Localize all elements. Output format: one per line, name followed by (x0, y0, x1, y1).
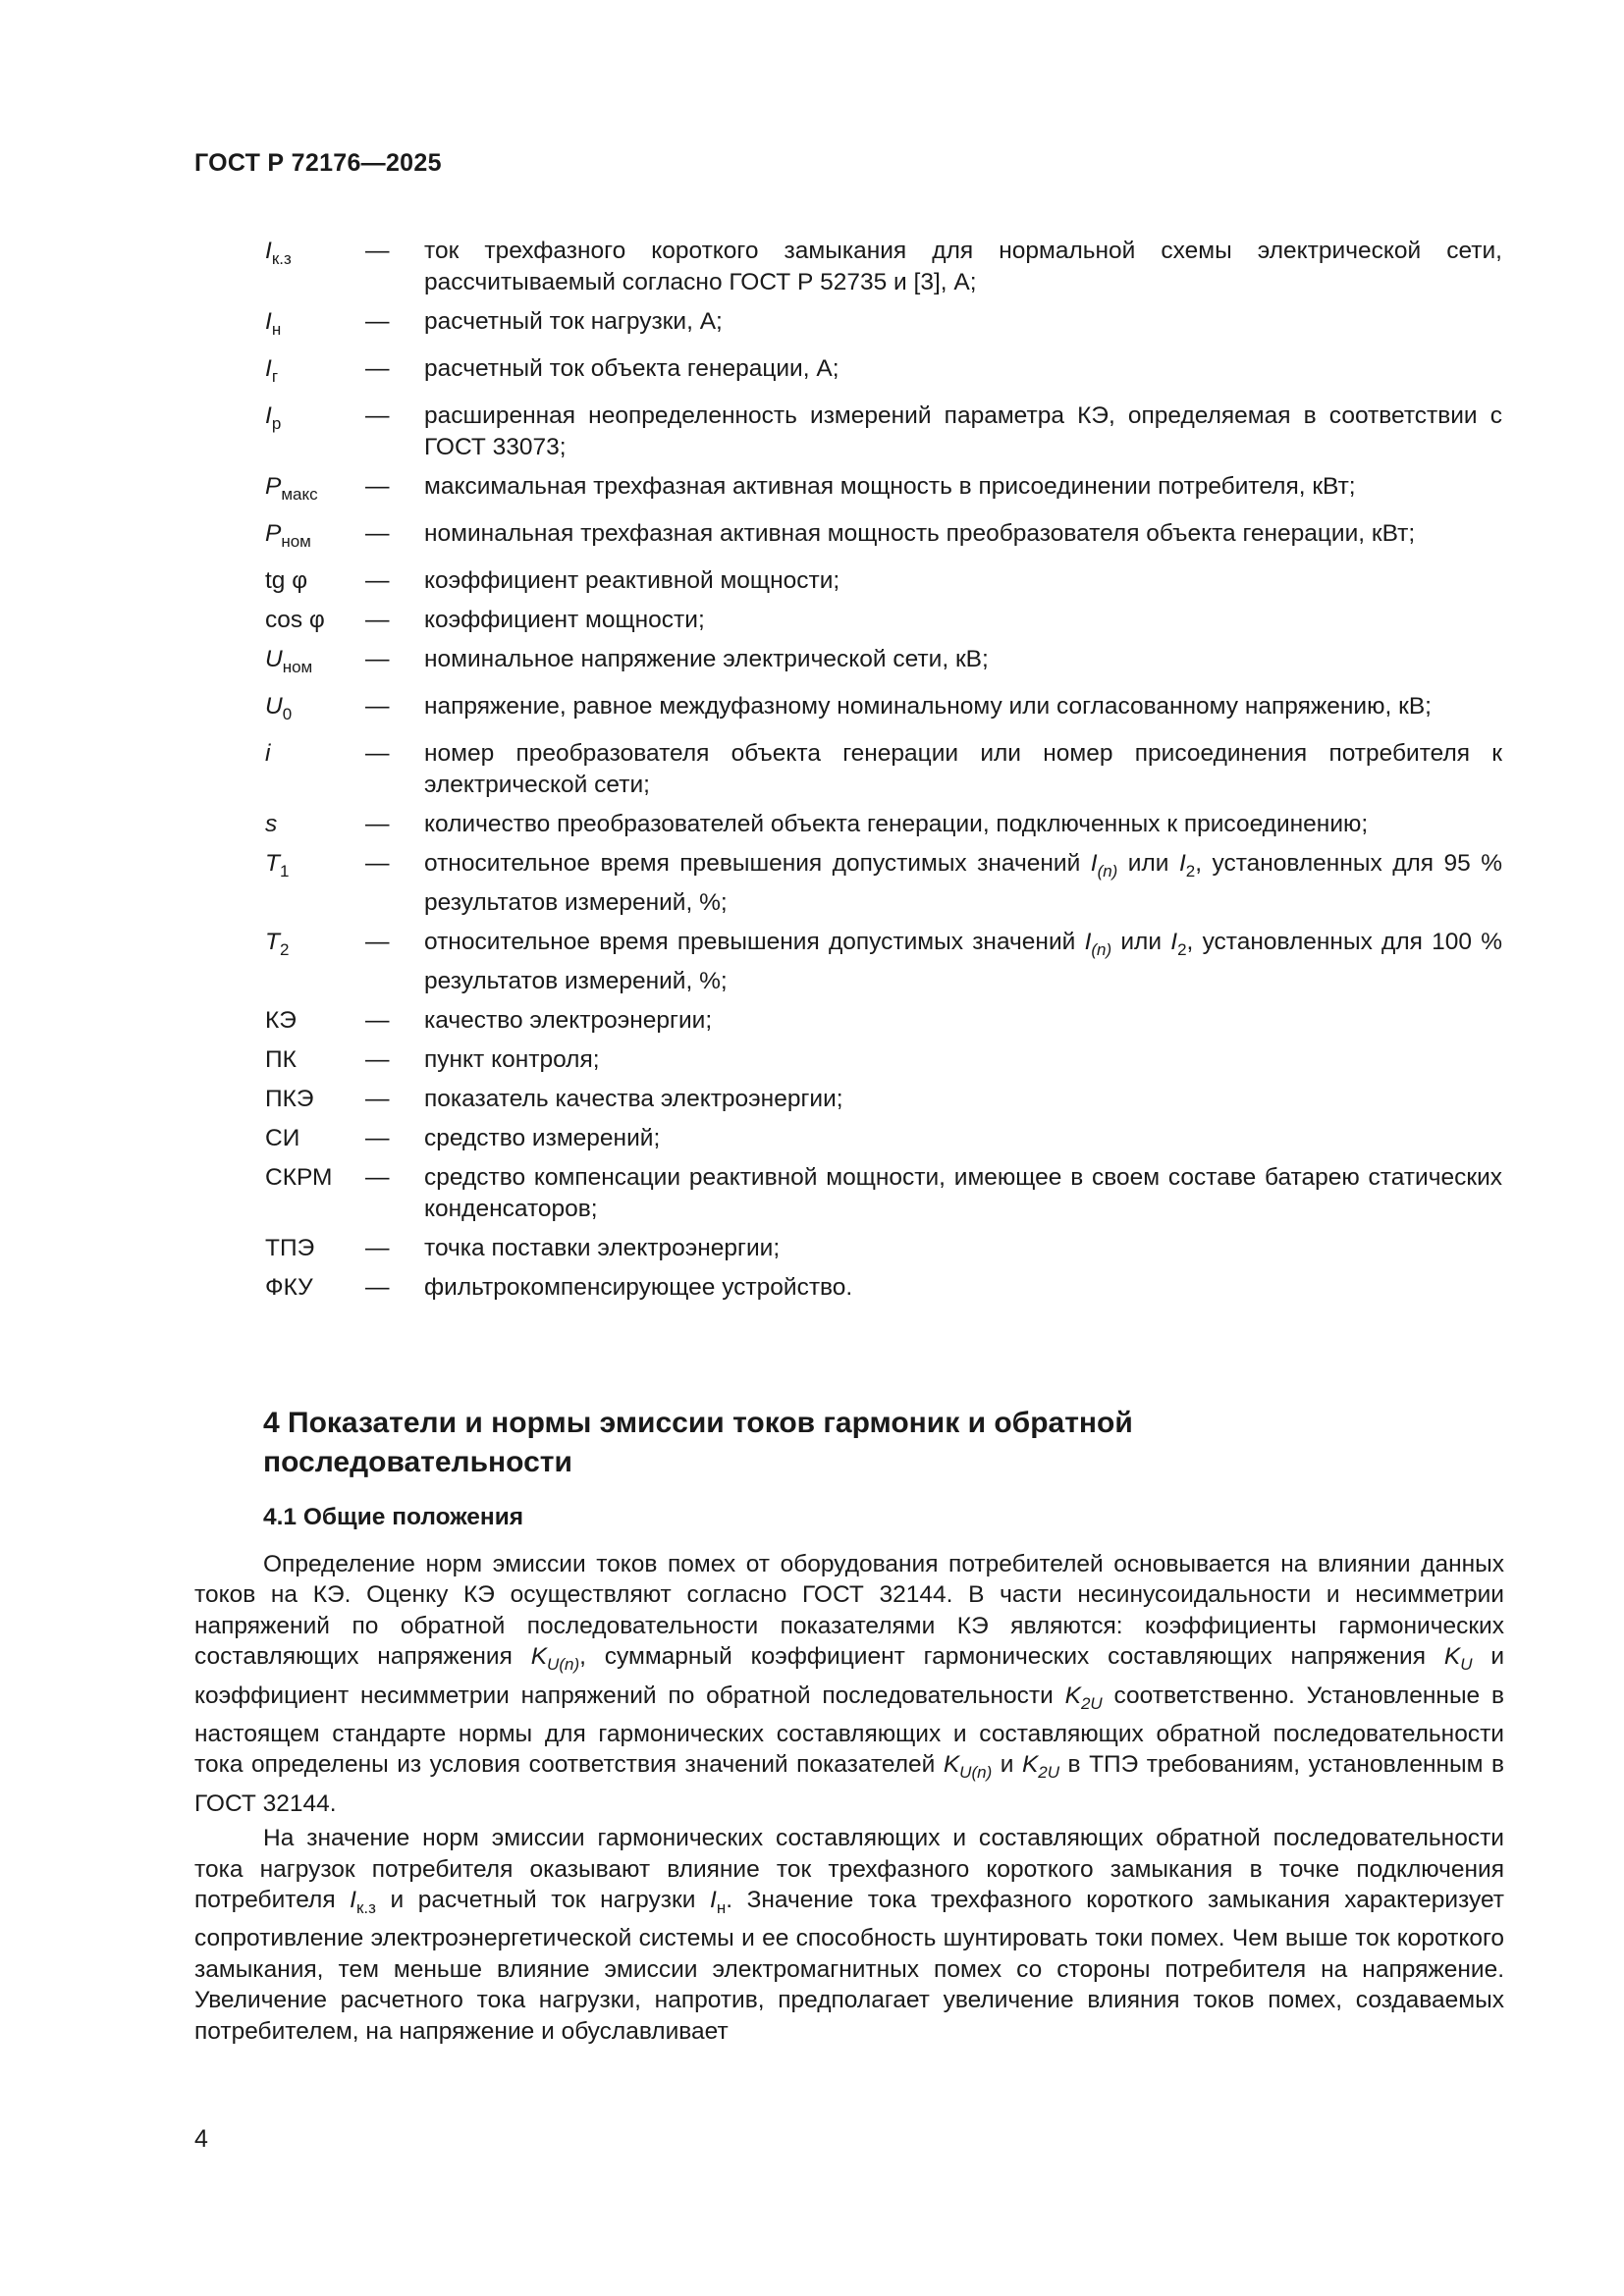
definitions-list (265, 236, 1502, 1311)
definition-symbol: $U_0$ (265, 693, 293, 723)
definition-text: номинальная трехфазная активная мощность преобразователя объекта генерации, кВт; (424, 520, 1416, 547)
section-title: 4 Показатели и нормы эмиссии токов гармоник и обратной последовательности (263, 1407, 1133, 1478)
definition-text: коэффициент мощности; (424, 607, 705, 633)
definition-text: средство измерений; (424, 1125, 661, 1151)
definition-row (265, 471, 1502, 510)
em-dash: — (365, 1164, 390, 1191)
definition-text: напряжение, равное междуфазному номинальному или согласованному напряжению, кВ; (424, 693, 1432, 720)
definition-row (265, 809, 1502, 840)
em-dash: — (365, 473, 390, 500)
definition-row (265, 1233, 1502, 1264)
definition-row (265, 848, 1502, 919)
definition-row (265, 1044, 1502, 1076)
definition-row (265, 1272, 1502, 1304)
definition-text: относительное время превышения допустимых значений $I_{(n)}$ или $I_2$, установленных для 95 % результатов измерений, %; (424, 850, 1503, 916)
em-dash: — (365, 740, 390, 767)
paragraph: На значение норм эмиссии гармонических составляющих и составляющих обратной последовательности тока нагрузок потребителя оказывают влияние ток трехфазного короткого замыкания в точке подключения потребителя $I_{к.з}$ и расчетный ток нагрузки $I_н$. Значение тока трехфазного короткого замыкания характеризует сопротивление электроэнергетической системы и ее способность шунтировать токи помех. Чем выше ток короткого замыкания, тем меньше влияние эмиссии электромагнитных помех со стороны потребителя на напряжение. Увеличение расчетного тока нагрузки, напротив, предполагает увеличение влияния токов помех, создаваемых потребителем, на напряжение и обуславливает (194, 1825, 1504, 2045)
definition-symbol: СИ (265, 1125, 300, 1151)
definition-symbol: $I_р$ (265, 402, 282, 433)
definition-text: ток трехфазного короткого замыкания для нормальной схемы электрической сети, рассчитываемый согласно ГОСТ Р 52735 и [3], А; (424, 238, 1502, 295)
document-header: ГОСТ Р 72176—2025 (194, 149, 442, 177)
definition-symbol: $P_{ном}$ (265, 520, 311, 551)
em-dash: — (365, 607, 390, 633)
definition-row (265, 605, 1502, 636)
definition-text: расширенная неопределенность измерений параметра КЭ, определяемая в соответствии с ГОСТ 33073; (424, 402, 1502, 460)
em-dash: — (365, 238, 390, 264)
definition-row (265, 236, 1502, 298)
definition-row (265, 353, 1502, 393)
em-dash: — (365, 1274, 390, 1301)
definition-text: номинальное напряжение электрической сети, кВ; (424, 646, 989, 672)
definition-text: фильтрокомпенсирующее устройство. (424, 1274, 853, 1301)
definition-text: коэффициент реактивной мощности; (424, 567, 840, 594)
em-dash: — (365, 355, 390, 382)
definition-symbol: $I_г$ (265, 355, 279, 386)
definition-symbol: СКРМ (265, 1164, 333, 1191)
definition-symbol: $I_{к.з}$ (265, 238, 292, 268)
definition-symbol: tg φ (265, 567, 308, 594)
subsection-title: 4.1 Общие положения (263, 1504, 524, 1530)
definition-symbol: $I_н$ (265, 308, 282, 339)
definition-text: средство компенсации реактивной мощности, имеющее в своем составе батарею статических конденсаторов; (424, 1164, 1502, 1222)
definition-row (265, 518, 1502, 558)
definition-symbol: ФКУ (265, 1274, 313, 1301)
definition-text: качество электроэнергии; (424, 1007, 713, 1034)
em-dash: — (365, 402, 390, 429)
definition-symbol: s (265, 811, 278, 837)
definition-row (265, 1005, 1502, 1037)
definition-text: расчетный ток объекта генерации, А; (424, 355, 839, 382)
definition-row (265, 644, 1502, 683)
em-dash: — (365, 1086, 390, 1112)
definition-symbol: $U_{ном}$ (265, 646, 313, 676)
definition-text: максимальная трехфазная активная мощность в присоединении потребителя, кВт; (424, 473, 1356, 500)
definition-symbol: ПК (265, 1046, 297, 1073)
definition-symbol: $T_2$ (265, 929, 290, 959)
em-dash: — (365, 308, 390, 335)
definition-row (265, 306, 1502, 346)
definition-row (265, 1084, 1502, 1115)
em-dash: — (365, 520, 390, 547)
definition-symbol: $P_{макс}$ (265, 473, 318, 504)
definition-text: относительное время превышения допустимых значений $I_{(n)}$ или $I_2$, установленных для 100 % результатов измерений, %; (424, 929, 1503, 994)
em-dash: — (365, 850, 390, 877)
definition-text: номер преобразователя объекта генерации или номер присоединения потребителя к электрической сети; (424, 740, 1502, 798)
definition-text: пункт контроля; (424, 1046, 600, 1073)
definition-symbol: ТПЭ (265, 1235, 315, 1261)
definition-symbol: cos φ (265, 607, 325, 633)
definition-row (265, 565, 1502, 597)
definition-symbol: КЭ (265, 1007, 297, 1034)
em-dash: — (365, 693, 390, 720)
definition-row (265, 1123, 1502, 1154)
definition-text: расчетный ток нагрузки, А; (424, 308, 723, 335)
em-dash: — (365, 811, 390, 837)
body-text (194, 1549, 1504, 2051)
definition-text: показатель качества электроэнергии; (424, 1086, 843, 1112)
em-dash: — (365, 1125, 390, 1151)
definition-row (265, 738, 1502, 801)
page-number: 4 (194, 2125, 208, 2153)
paragraph: Определение норм эмиссии токов помех от оборудования потребителей основывается на влиянии данных токов на КЭ. Оценку КЭ осуществляют согласно ГОСТ 32144. В части несинусоидальности и несимметрии напряжений по обратной последовательности показателями КЭ являются: коэффициенты гармонических составляющих напряжения $K_{U(n)}$, суммарный коэффициент гармонических составляющих напряжения $K_U$ и коэффициент несимметрии напряжений по обратной последовательности $K_{2U}$ соответственно. Установленные в настоящем стандарте нормы для гармонических составляющих и составляющих обратной последовательности тока определены из условия соответствия значений показателей $K_{U(n)}$ и $K_{2U}$ в ТПЭ требованиям, установленным в ГОСТ 32144. (194, 1551, 1505, 1817)
definition-row (265, 927, 1502, 997)
em-dash: — (365, 1007, 390, 1034)
definition-row (265, 1162, 1502, 1225)
definition-symbol: ПКЭ (265, 1086, 314, 1112)
em-dash: — (365, 646, 390, 672)
definition-row (265, 691, 1502, 730)
definition-symbol: i (265, 740, 271, 767)
definition-row (265, 400, 1502, 463)
definition-text: точка поставки электроэнергии; (424, 1235, 781, 1261)
em-dash: — (365, 929, 390, 955)
em-dash: — (365, 1235, 390, 1261)
em-dash: — (365, 1046, 390, 1073)
definition-symbol: $T_1$ (265, 850, 290, 881)
definition-text: количество преобразователей объекта генерации, подключенных к присоединению; (424, 811, 1369, 837)
em-dash: — (365, 567, 390, 594)
